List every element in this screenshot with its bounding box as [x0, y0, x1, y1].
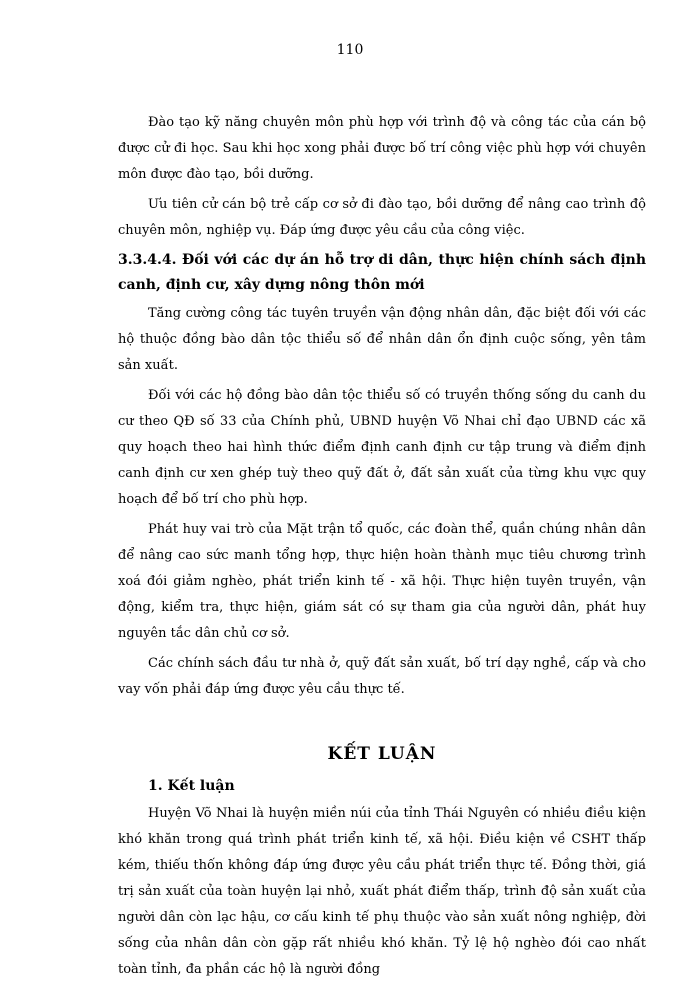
body-paragraph: Các chính sách đầu tư nhà ở, quỹ đất sản xuất, bố trí dạy nghề, cấp và cho vay vốn phải đáp ứng được yêu cầu thực tế. [118, 656, 646, 697]
body-paragraph: Tăng cường công tác tuyên truyền vận động nhân dân, đặc biệt đối với các hộ thuộc đồng bào dân tộc thiểu số để nhân dân ổn định cuộc sống, yên tâm sản xuất. [118, 306, 646, 373]
body-paragraph: Huyện Võ Nhai là huyện miền núi của tỉnh Thái Nguyên có nhiều điều kiện khó khăn trong quá trình phát triển kinh tế, xã hội. Điều kiện về CSHT thấp kém, thiếu thốn không đáp ứng được yêu cầu phát triển thực tế. Đồng thời, giá trị sản xuất của toàn huyện lại nhỏ, xuất phát điểm thấp, trình độ sản xuất của người dân còn lạc hậu, cơ cấu kinh tế phụ thuộc vào sản xuất nông nghiệp, đời sống của nhân dân còn gặp rất nhiều khó khăn. Tỷ lệ hộ nghèo đói cao nhất toàn tỉnh, đa phần các hộ là người đồng [118, 806, 646, 977]
document-body [118, 110, 646, 987]
subheading: 1. Kết luận [148, 778, 235, 794]
body-paragraph: Ưu tiên cử cán bộ trẻ cấp cơ sở đi đào tạo, bồi dưỡng để nâng cao trình độ chuyên môn, nghiệp vụ. Đáp ứng được yêu cầu của công việc. [118, 197, 646, 238]
body-paragraph: Phát huy vai trò của Mặt trận tổ quốc, các đoàn thể, quần chúng nhân dân để nâng cao sức manh tổng hợp, thực hiện hoàn thành mục tiêu chương trình xoá đói giảm nghèo, phát triển kinh tế - xã hội. Thực hiện tuyên truyền, vận động, kiểm tra, thực hiện, giám sát có sự tham gia của người dân, phát huy nguyên tắc dân chủ cơ sở. [118, 522, 646, 641]
body-paragraph: Đào tạo kỹ năng chuyên môn phù hợp với trình độ và công tác của cán bộ được cử đi học. Sau khi học xong phải được bố trí công việc phù hợp với chuyên môn được đào tạo, bồi dưỡng. [118, 115, 646, 182]
chapter-title: KẾT LUẬN [327, 744, 437, 764]
section-heading: 3.3.4.4. Đối với các dự án hỗ trợ di dân, thực hiện chính sách định canh, định cư, xây dựng nông thôn mới [118, 252, 646, 293]
body-paragraph: Đối với các hộ đồng bào dân tộc thiểu số có truyền thống sống du canh du cư theo QĐ số 33 của Chính phủ, UBND huyện Võ Nhai chỉ đạo UBND các xã quy hoạch theo hai hình thức điểm định canh định cư tập trung và điểm định canh định cư xen ghép tuỳ theo quỹ đất ở, đất sản xuất của từng khu vực quy hoạch để bố trí cho phù hợp. [118, 388, 646, 507]
page-number: 110 [336, 42, 364, 58]
